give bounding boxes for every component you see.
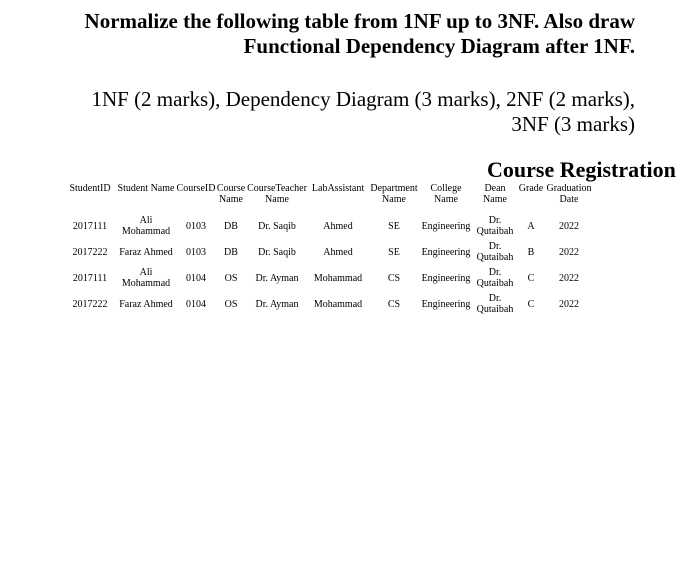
cell-grade: A (527, 220, 535, 232)
cell-student-id: 2017111 (72, 220, 108, 232)
cell-course-name: DB (224, 246, 238, 258)
cell-course-id: 0104 (186, 272, 206, 284)
table-row (64, 291, 594, 317)
table-row (64, 213, 594, 239)
cell-course-teacher-name: Dr. Ayman (255, 272, 299, 284)
marks-line-2: 3NF (3 marks) (511, 112, 635, 136)
cell-college-name: Engineering (421, 246, 471, 258)
header-dean-name: Dean Name (483, 183, 507, 205)
cell-graduation-date: 2022 (559, 246, 579, 258)
header-graduation-date: Graduation Date (546, 183, 592, 205)
cell-course-id: 0103 (186, 220, 206, 232)
cell-dean-name: Dr. Qutaibah (476, 267, 514, 289)
cell-college-name: Engineering (421, 298, 471, 310)
cell-course-teacher-name: Dr. Ayman (255, 298, 299, 310)
header-grade: Grade (518, 183, 544, 194)
header-college-name: College Name (430, 183, 462, 205)
cell-department-name: SE (388, 246, 400, 258)
header-department-name: Department Name (370, 183, 418, 205)
cell-course-id: 0104 (186, 298, 206, 310)
cell-course-teacher-name: Dr. Saqib (258, 220, 296, 232)
cell-student-name: Ali Mohammad (121, 215, 171, 237)
cell-graduation-date: 2022 (559, 298, 579, 310)
table-title: Course Registration (487, 157, 676, 182)
cell-student-name: Faraz Ahmed (119, 298, 173, 310)
cell-department-name: CS (387, 272, 401, 284)
cell-course-name: OS (224, 272, 238, 284)
course-registration-table (64, 179, 594, 317)
cell-course-id: 0103 (186, 246, 206, 258)
cell-department-name: SE (388, 220, 400, 232)
table-header-row (64, 179, 594, 213)
marks-line-1: 1NF (2 marks), Dependency Diagram (3 marks), 2NF (2 marks), (91, 87, 635, 111)
cell-lab-assistant: Mohammad (313, 272, 363, 284)
cell-course-teacher-name: Dr. Saqib (258, 246, 296, 258)
cell-department-name: CS (387, 298, 401, 310)
cell-dean-name: Dr. Qutaibah (476, 241, 514, 263)
table-row (64, 239, 594, 265)
question-line-1: Normalize the following table from 1NF up to 3NF. Also draw (84, 9, 635, 33)
cell-course-name: OS (224, 298, 238, 310)
cell-grade: B (527, 246, 535, 258)
header-student-id: StudentID (69, 183, 111, 194)
cell-student-id: 2017111 (72, 272, 108, 284)
header-course-name: Course Name (216, 183, 246, 205)
cell-dean-name: Dr. Qutaibah (476, 293, 514, 315)
header-course-id: CourseID (176, 183, 216, 194)
cell-graduation-date: 2022 (559, 272, 579, 284)
cell-college-name: Engineering (421, 272, 471, 284)
cell-student-id: 2017222 (72, 246, 108, 258)
header-course-teacher-name: CourseTeacher Name (247, 183, 307, 205)
cell-grade: C (527, 272, 535, 284)
table-row (64, 265, 594, 291)
header-lab-assistant: LabAssistant (311, 183, 365, 194)
cell-student-name: Ali Mohammad (121, 267, 171, 289)
cell-graduation-date: 2022 (559, 220, 579, 232)
cell-dean-name: Dr. Qutaibah (476, 215, 514, 237)
cell-college-name: Engineering (421, 220, 471, 232)
cell-lab-assistant: Ahmed (323, 220, 353, 232)
question-line-2: Functional Dependency Diagram after 1NF. (243, 34, 635, 58)
cell-lab-assistant: Ahmed (323, 246, 353, 258)
cell-grade: C (527, 298, 535, 310)
cell-student-id: 2017222 (72, 298, 108, 310)
cell-student-name: Faraz Ahmed (119, 246, 173, 258)
cell-lab-assistant: Mohammad (313, 298, 363, 310)
cell-course-name: DB (224, 220, 238, 232)
header-student-name: Student Name (117, 183, 175, 194)
